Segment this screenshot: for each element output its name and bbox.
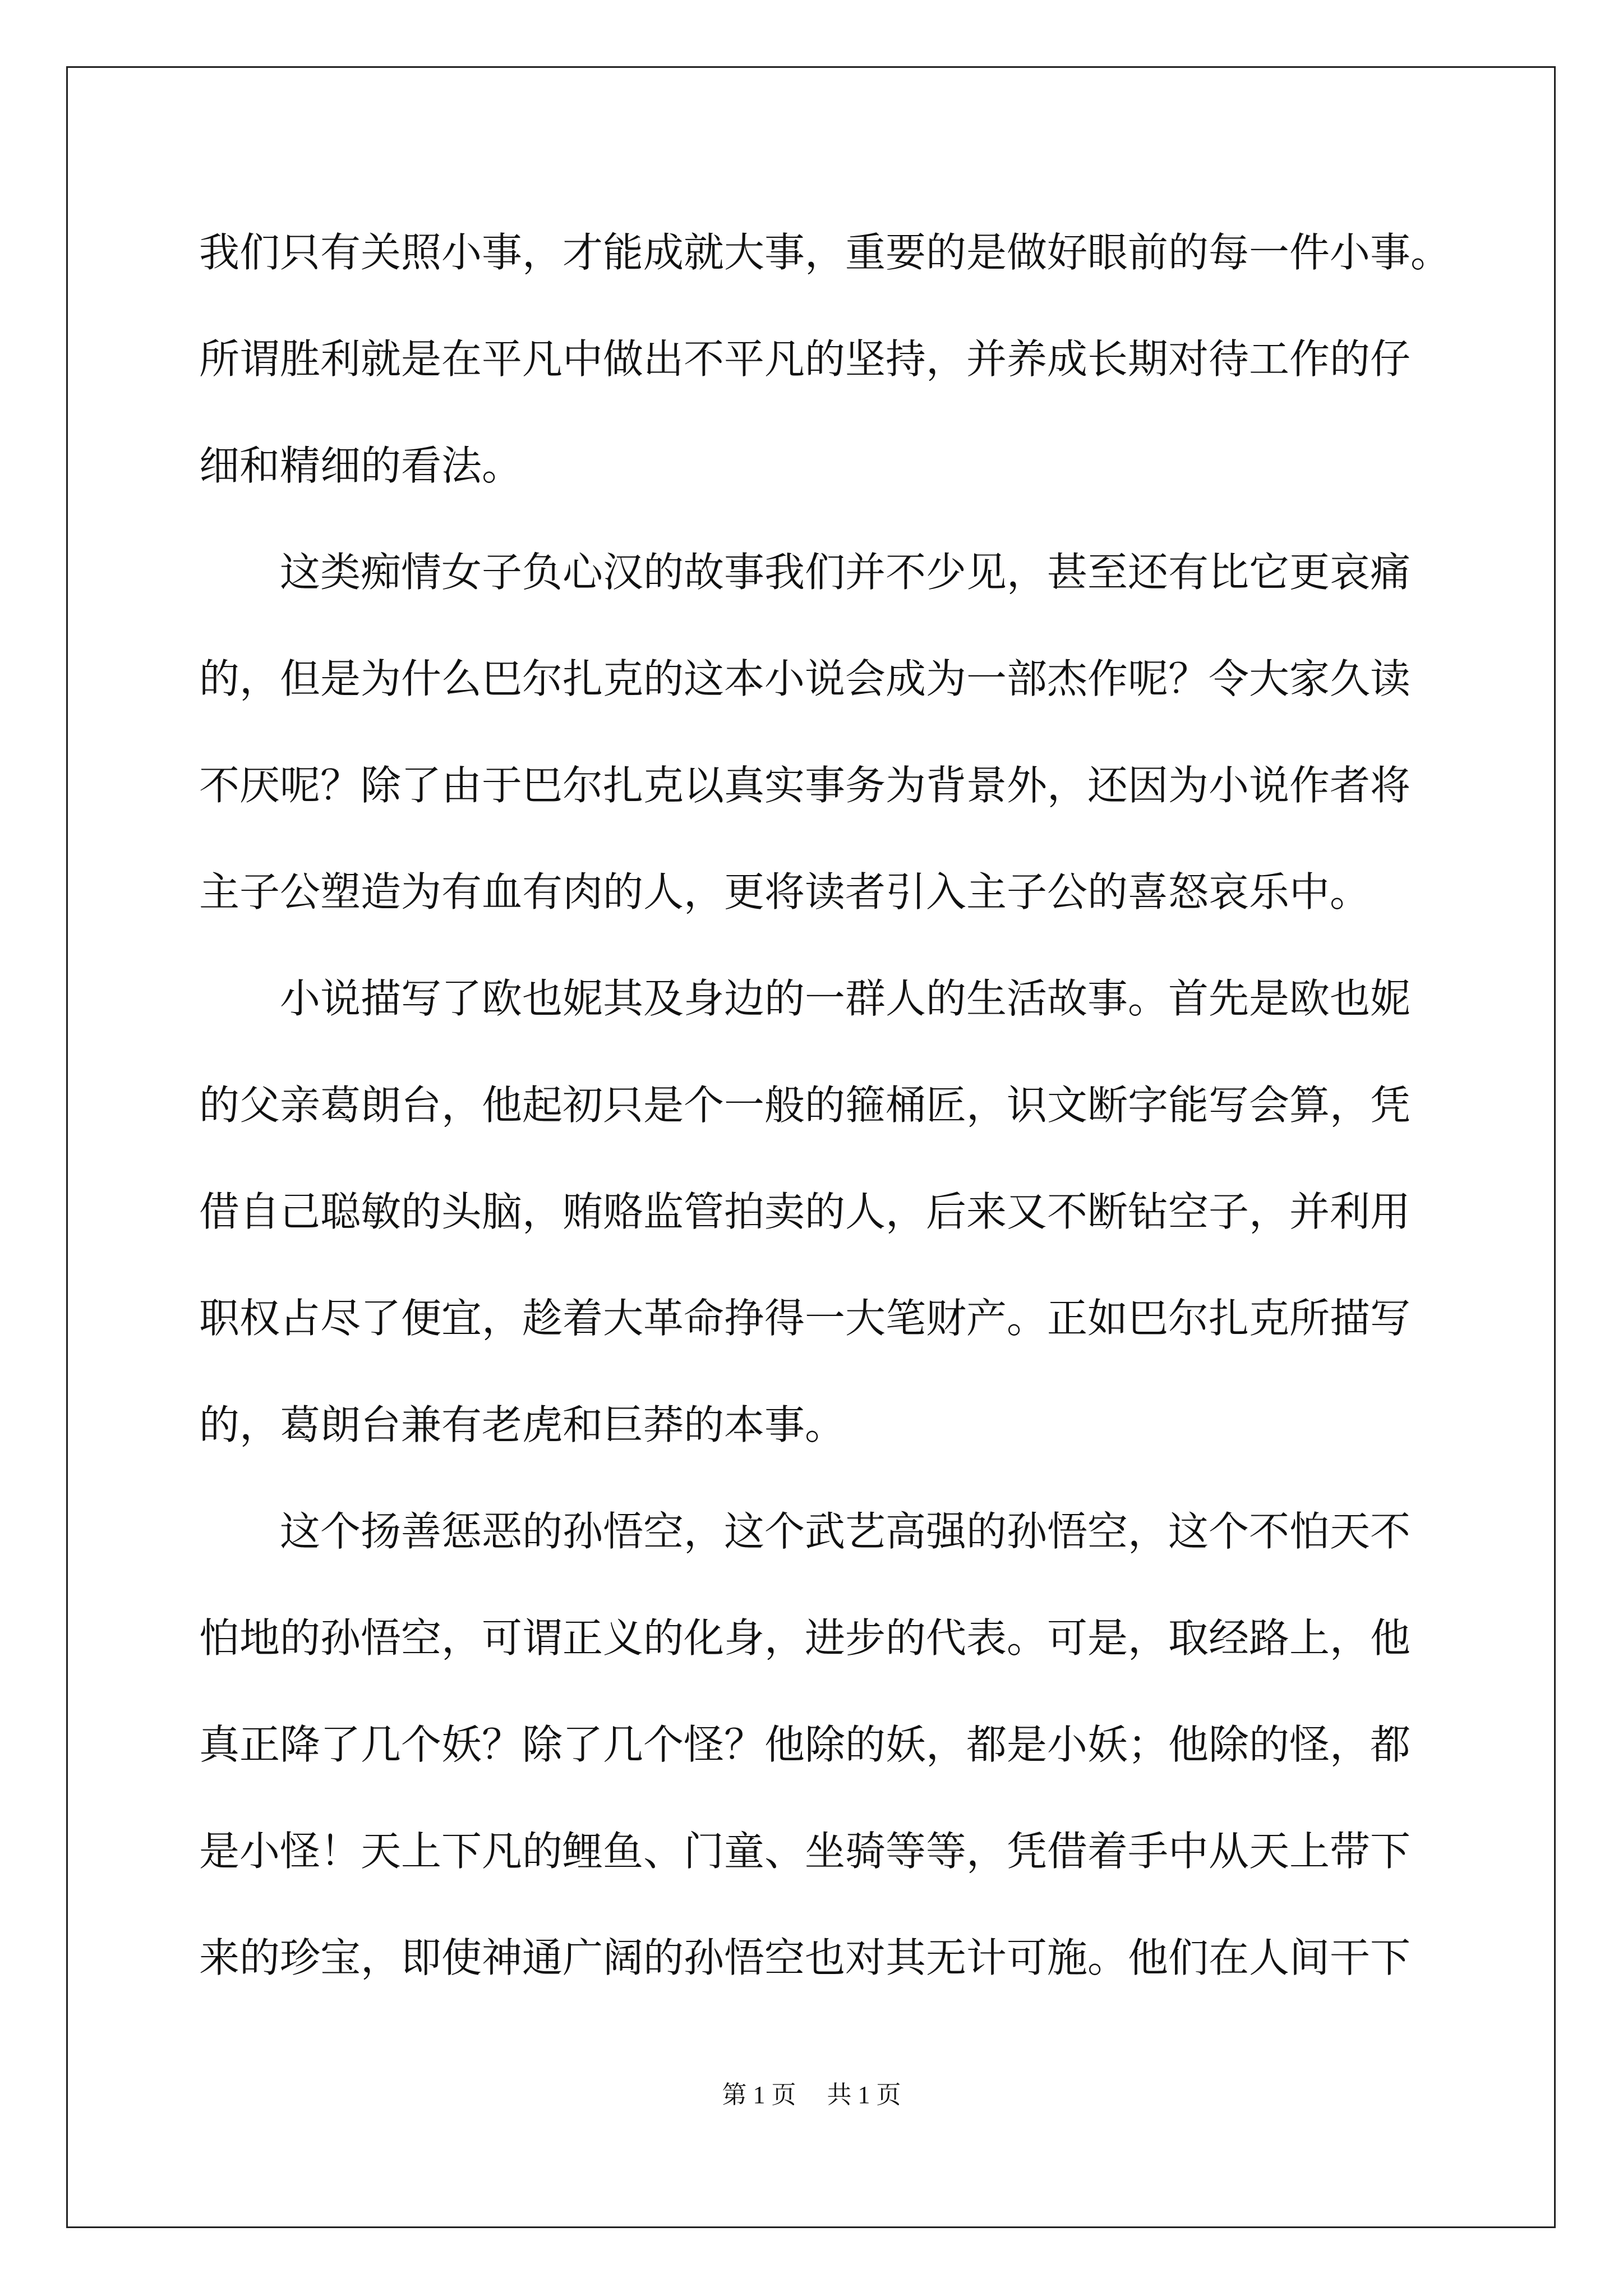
text-line: 不厌呢？除了由于巴尔扎克以真实事务为背景外，还因为小说作者将	[199, 762, 1411, 809]
text-line: 的，但是为什么巴尔扎克的这本小说会成为一部杰作呢？令大家久读	[199, 655, 1411, 702]
text-line: 来的珍宝，即使神通广阔的孙悟空也对其无计可施。他们在人间干下	[199, 1934, 1411, 1981]
text-line: 真正降了几个妖？除了几个怪？他除的妖，都是小妖；他除的怪，都	[199, 1721, 1411, 1768]
text-line: 的父亲葛朗台，他起初只是个一般的箍桶匠，识文断字能写会算，凭	[199, 1082, 1411, 1129]
page-number-footer: 第 1 页 共 1 页	[722, 2081, 901, 2109]
text-line: 细和精细的看法。	[199, 442, 523, 489]
text-line: 职权占尽了便宜，趁着大革命挣得一大笔财产。正如巴尔扎克所描写	[199, 1295, 1411, 1342]
text-line: 主子公塑造为有血有肉的人，更将读者引入主子公的喜怒哀乐中。	[199, 868, 1371, 915]
text-line: 是小怪！天上下凡的鲤鱼、门童、坐骑等等，凭借着手中从天上带下	[199, 1828, 1411, 1875]
text-line: 怕地的孙悟空，可谓正义的化身，进步的代表。可是，取经路上，他	[199, 1614, 1411, 1662]
text-line: 所谓胜利就是在平凡中做出不平凡的坚持，并养成长期对待工作的仔	[199, 335, 1411, 383]
text-line: 小说描写了欧也妮其及身边的一群人的生活故事。首先是欧也妮	[199, 975, 1411, 1022]
text-line: 这类痴情女子负心汉的故事我们并不少见，甚至还有比它更哀痛	[199, 549, 1411, 596]
text-line: 我们只有关照小事，才能成就大事，重要的是做好眼前的每一件小事。	[199, 229, 1451, 276]
text-line: 借自己聪敏的头脑，贿赂监管拍卖的人，后来又不断钻空子，并利用	[199, 1188, 1411, 1235]
text-line: 的，葛朗台兼有老虎和巨莽的本事。	[199, 1401, 846, 1448]
document-body	[199, 199, 1451, 2011]
text-line: 这个扬善惩恶的孙悟空，这个武艺高强的孙悟空，这个不怕天不	[199, 1508, 1411, 1555]
